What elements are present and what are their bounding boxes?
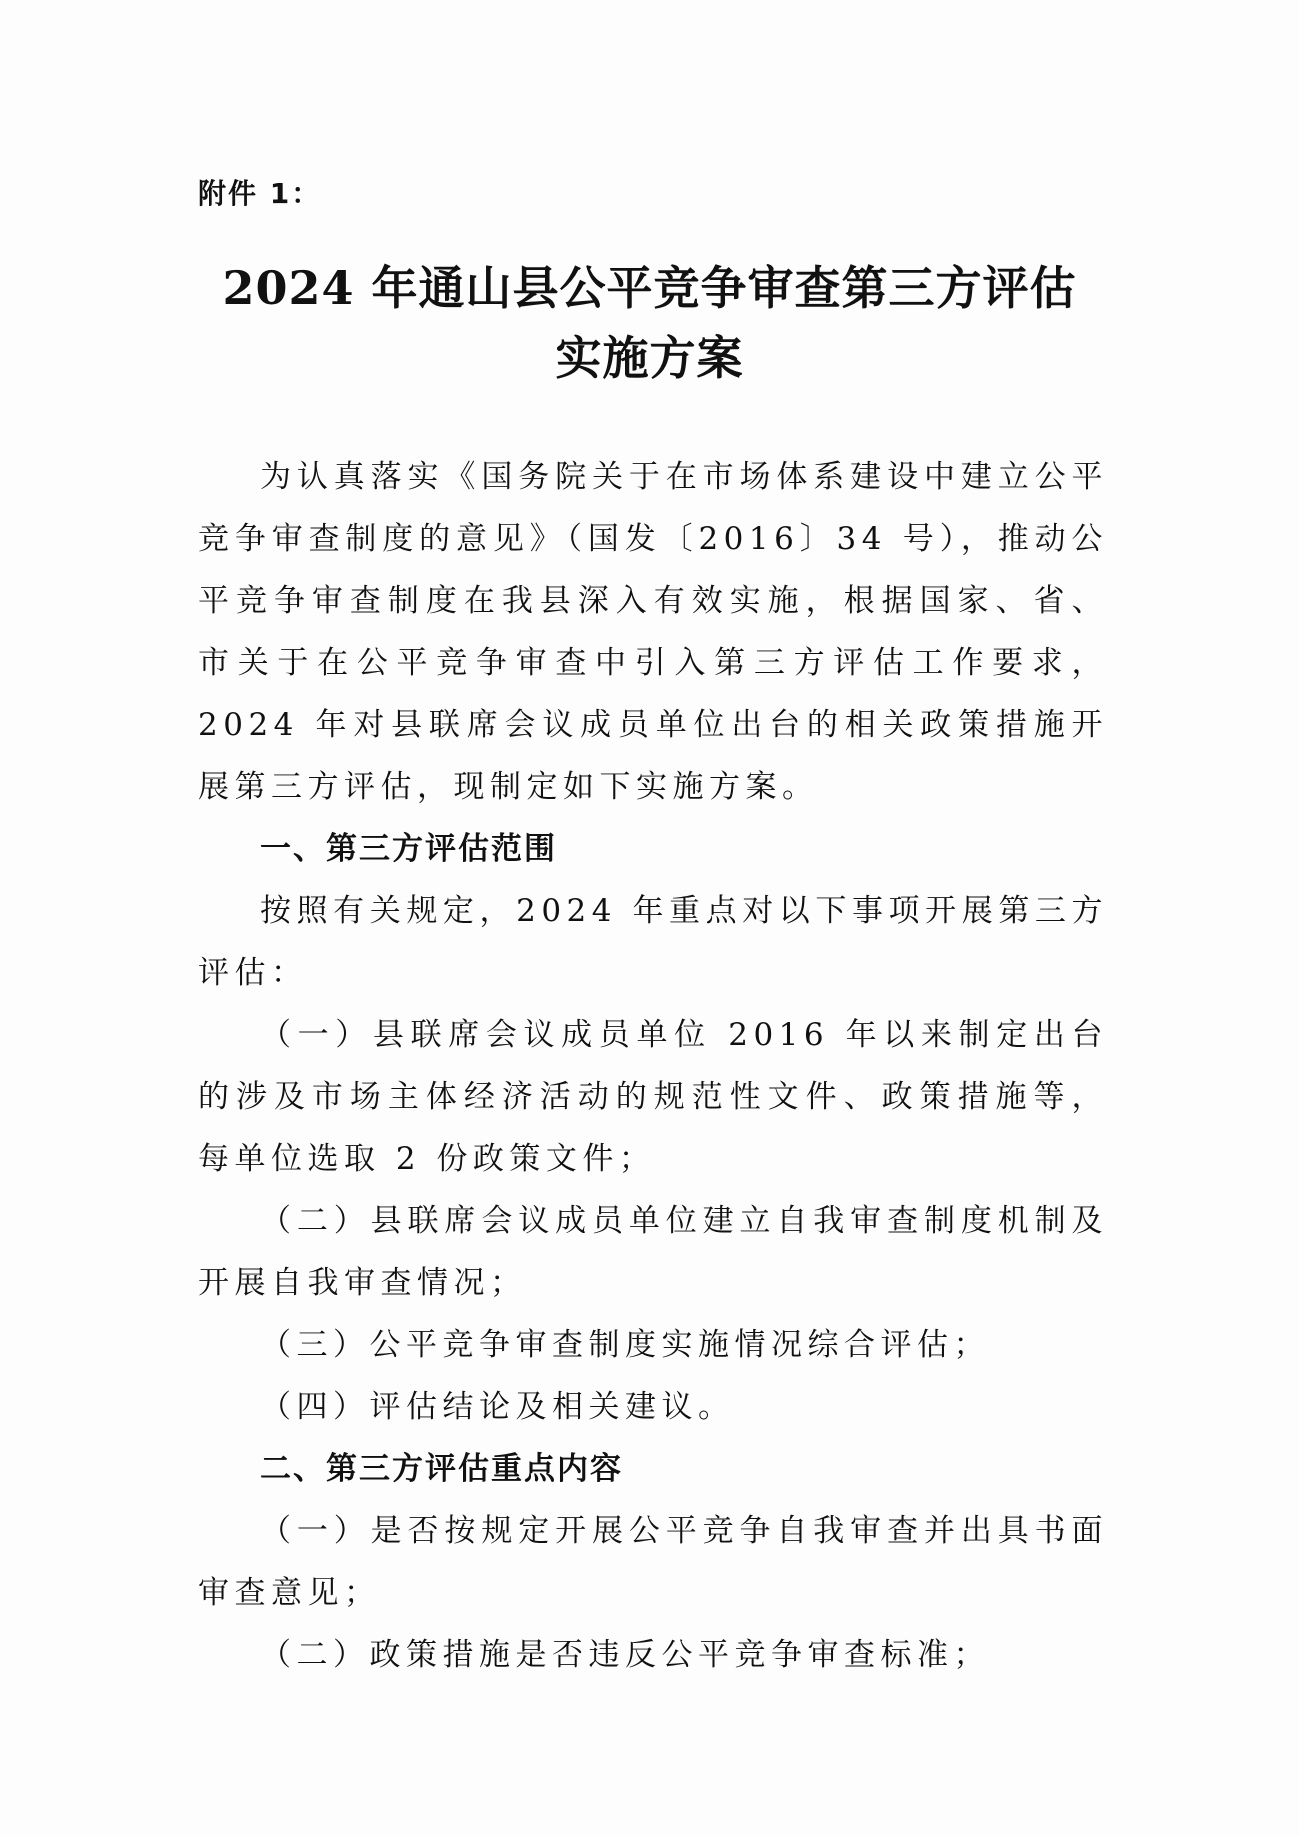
intro-paragraph: 为认真落实《国务院关于在市场体系建设中建立公平竞争审查制度的意见》（国发〔2016〕34 号），推动公平竞争审查制度在我县深入有效实施，根据国家、省、市关于在公平竞争审查中引入第三方评估工作要求，2024 年对县联席会议成员单位出台的相关政策措施开展第三方评估，现制定如下实施方案。 — [198, 459, 1108, 805]
content-item-2: （二）政策措施是否违反公平竞争审查标准； — [260, 1637, 990, 1673]
document-title-line2: 实施方案 — [555, 331, 744, 385]
scope-item-1: （一）县联席会议成员单位 2016 年以来制定出台的涉及市场主体经济活动的规范性文件、政策措施等，每单位选取 2 份政策文件； — [198, 1017, 1108, 1177]
content-item-1: （一）是否按规定开展公平竞争自我审查并出具书面审查意见； — [198, 1513, 1108, 1611]
scope-item-4: （四）评估结论及相关建议。 — [260, 1389, 735, 1425]
document-title-line1: 2024 年通山县公平竞争审查第三方评估 — [222, 261, 1077, 315]
scope-intro-paragraph: 按照有关规定，2024 年重点对以下事项开展第三方评估： — [198, 893, 1108, 991]
attachment-label: 附件 1： — [198, 177, 322, 210]
scope-item-2: （二）县联席会议成员单位建立自我审查制度机制及开展自我审查情况； — [198, 1203, 1108, 1301]
section-heading-scope: 一、第三方评估范围 — [260, 831, 557, 867]
scope-item-3: （三）公平竞争审查制度实施情况综合评估； — [260, 1327, 990, 1363]
section-heading-content: 二、第三方评估重点内容 — [260, 1451, 623, 1487]
document-body — [198, 446, 1108, 1686]
